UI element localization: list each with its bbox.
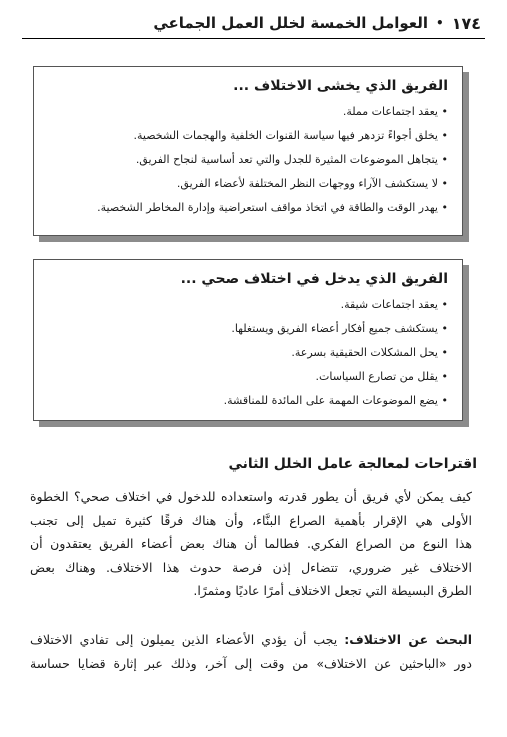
healthy-conflict-list: [44, 293, 448, 413]
paragraph-line: الطرق البسيطة التي تجعل الاختلاف أمرًا عاديًا ومثمرًا.: [193, 583, 472, 598]
paragraph-line: كيف يمكن لأي فريق أن يطور قدرته واستعداده للدخول في اختلاف صحي؟ الخطوة: [30, 489, 472, 504]
list-item: • يتجاهل الموضوعات المثيرة للجدل والتي تعد أساسية لنجاح الفريق.: [44, 148, 448, 172]
body-paragraph-1: [30, 485, 472, 603]
page-header: [24, 10, 481, 36]
section-heading: اقتراحات لمعالجة عامل الخلل الثاني: [228, 456, 477, 472]
list-item: • يحل المشكلات الحقيقية بسرعة.: [44, 341, 448, 365]
list-item: • يضع الموضوعات المهمة على المائدة للمناقشة.: [44, 389, 448, 413]
page-number: ١٧٤: [451, 13, 481, 33]
paragraph-lead: البحث عن الاختلاف:: [344, 632, 472, 647]
fearful-team-title: الفريق الذي يخشى الاختلاف ...: [233, 78, 448, 94]
header-separator: •: [436, 16, 444, 30]
paragraph-line: [30, 628, 472, 652]
paragraph-line: هذا النوع من الصراع الفكري. فطالما أن هناك بعض أعضاء الفريق يعتقدون أن: [30, 536, 472, 551]
healthy-conflict-title: الفريق الذي يدخل في اختلاف صحي ...: [180, 271, 448, 287]
paragraph-line: الاختلاف غير ضروري، تتضاءل إذن فرصة حدوث هذا الاختلاف. وهناك بعض: [30, 559, 472, 575]
paragraph-line: دور «الباحثين عن الاختلاف» من وقت إلى آخر، وذلك عبر إثارة قضايا حساسة: [30, 655, 472, 671]
list-item: • يخلق أجواءً تزدهر فيها سياسة القنوات الخلفية والهجمات الشخصية.: [44, 124, 448, 148]
running-title: العوامل الخمسة لخلل العمل الجماعي: [153, 14, 429, 32]
list-item: • يعقد اجتماعات مملة.: [44, 100, 448, 124]
body-paragraph-2: [30, 628, 472, 675]
fearful-team-list: [44, 100, 448, 220]
list-item: • يهدر الوقت والطاقة في اتخاذ مواقف استعراضية وإدارة المخاطر الشخصية.: [44, 196, 448, 220]
list-item: • لا يستكشف الآراء ووجهات النظر المختلفة لأعضاء الفريق.: [44, 172, 448, 196]
fearful-team-box: [33, 66, 463, 236]
paragraph-text: يجب أن يؤدي الأعضاء الذين يميلون إلى تفادي الاختلاف: [30, 632, 345, 647]
paragraph-line: الأولى هي الإقرار بأهمية الصراع البنَّاء، وأن هناك فرقًا كثيرة تميل إلى تجنب: [30, 512, 472, 528]
list-item: • يستكشف جميع أفكار أعضاء الفريق ويستغلها.: [44, 317, 448, 341]
list-item: • يعقد اجتماعات شيقة.: [44, 293, 448, 317]
header-rule: [22, 38, 485, 39]
healthy-conflict-box: [33, 259, 463, 421]
list-item: • يقلل من تصارع السياسات.: [44, 365, 448, 389]
